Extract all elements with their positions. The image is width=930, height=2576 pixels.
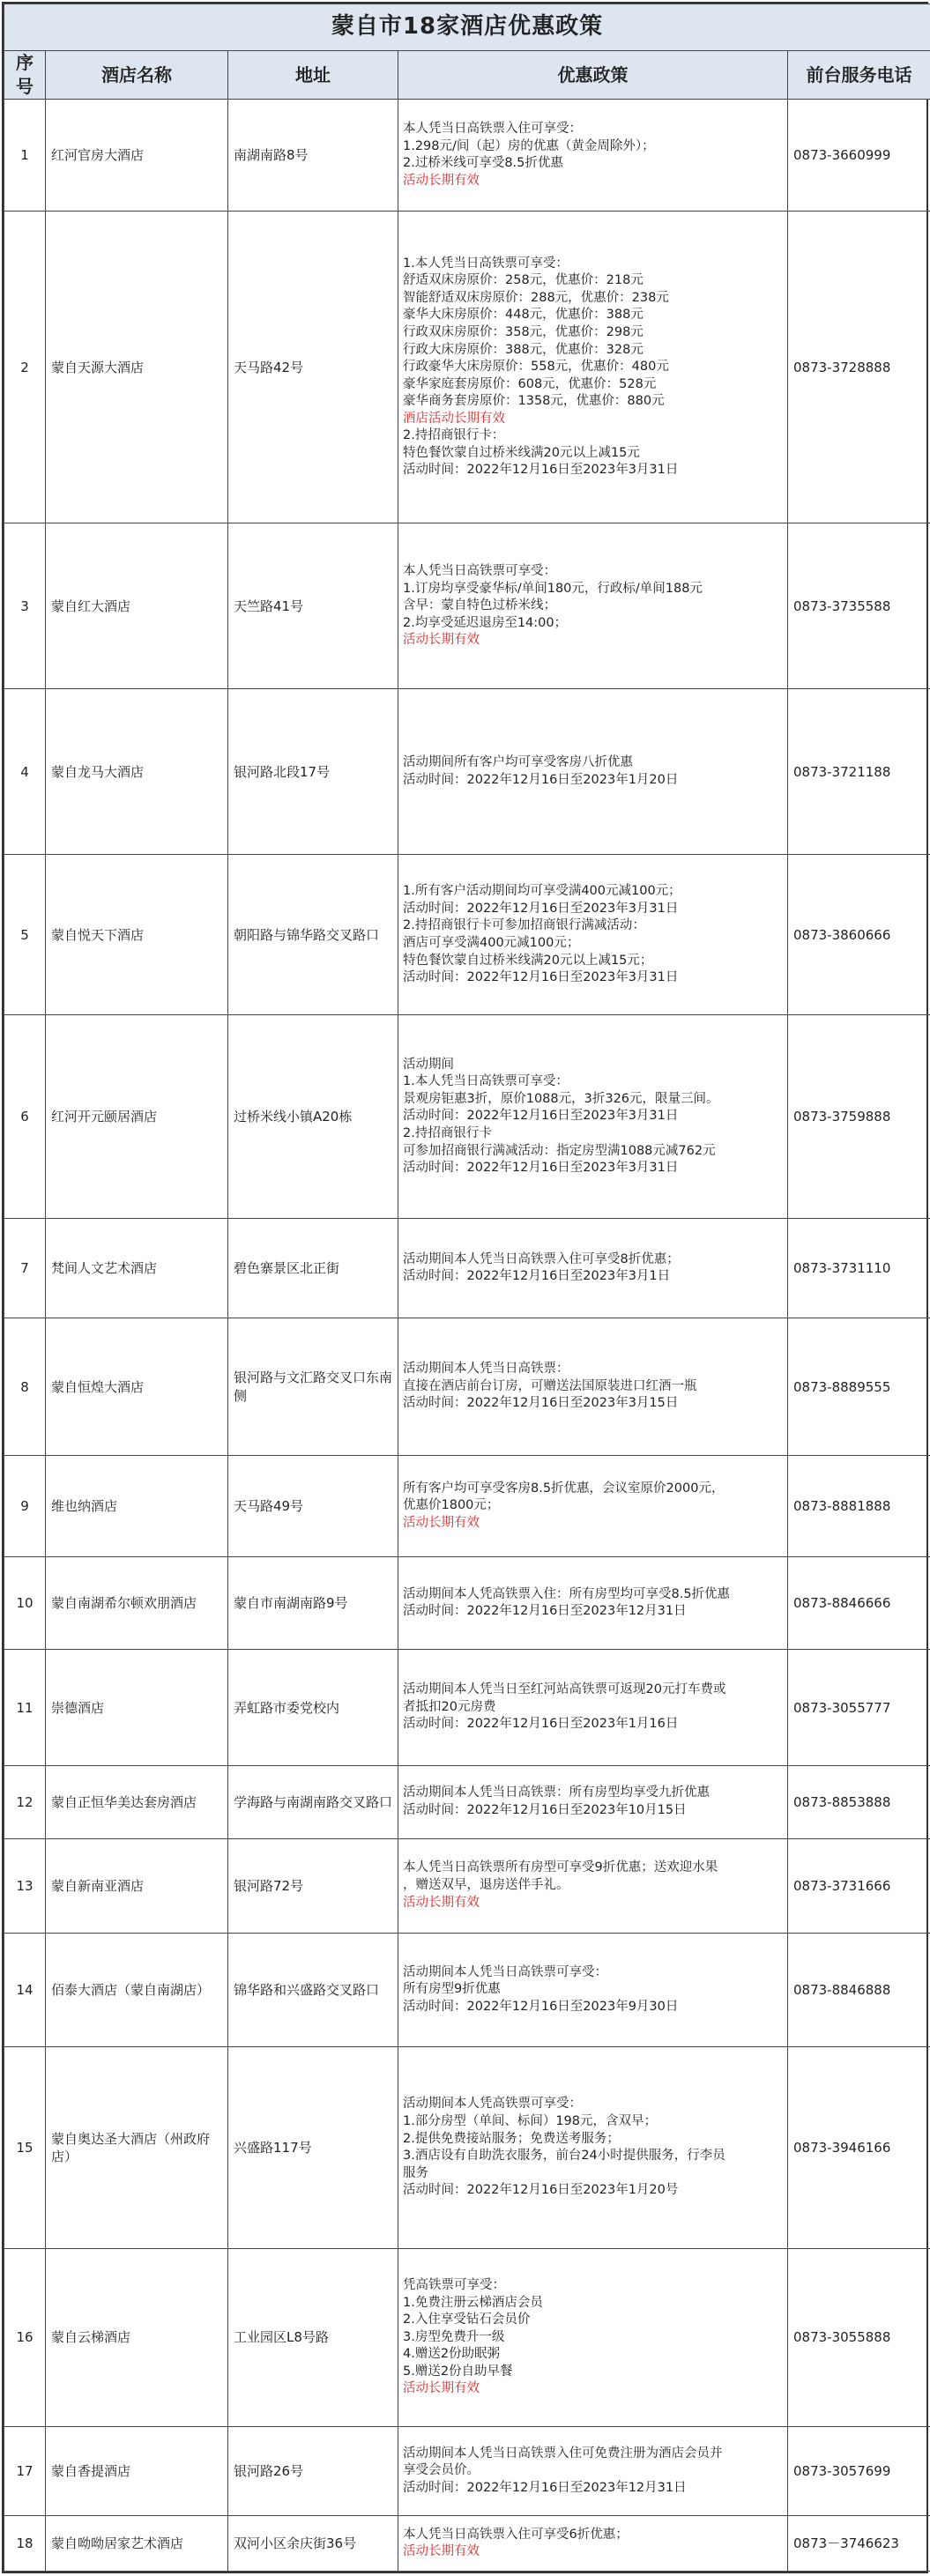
policy-line: 行政豪华大床房原价：558元，优惠价：480元 [403,360,669,375]
row-index: 14 [4,1933,46,2046]
header-policy: 优惠政策 [398,51,788,100]
policy-line: 活动期间本人凭当日高铁票可享受： [403,1964,607,1979]
policy-line: 活动期间本人凭当日高铁票入住可享受8折优惠； [403,1251,680,1266]
table-row [4,2516,930,2572]
hotel-address: 天竺路41号 [228,523,398,689]
hotel-name: 蒙自天源大酒店 [46,212,228,523]
front-desk-phone: 0873-8881888 [788,1455,930,1556]
policy-cell [398,1015,788,1219]
policy-cell [398,100,788,212]
policy-cell [398,1933,788,2046]
front-desk-phone: 0873-3721188 [788,689,930,855]
hotel-name: 红河官房大酒店 [46,100,228,212]
policy-cell [398,523,788,689]
hotel-address: 银河路北段17号 [228,689,398,855]
validity-note: 活动长期有效 [403,173,480,188]
policy-line: 所有客户均可享受客房8.5折优惠，会议室原价2000元， [403,1481,725,1496]
policy-line: 活动期间本人凭高铁票入住：所有房型均可享受8.5折优惠 [403,1586,731,1601]
policy-cell [398,1765,788,1838]
front-desk-phone: 0873-3860666 [788,855,930,1015]
policy-line: 含早：蒙自特色过桥米线； [403,598,556,613]
policy-sheet [2,2,928,2573]
row-index: 2 [4,212,46,523]
policy-line: 2.过桥米线可享受8.5折优惠 [403,156,563,171]
policy-line: 本人凭当日高铁票可享受： [403,563,556,578]
hotel-name: 佰泰大酒店（蒙自南湖店） [46,1933,228,2046]
policy-line: 活动时间：2022年12月16日至2023年3月1日 [403,1269,671,1284]
policy-cell [398,689,788,855]
table-row [4,689,930,855]
policy-cell [398,1650,788,1765]
policy-line: 行政大床房原价：388元，优惠价：328元 [403,342,644,357]
policy-line: 舒适双床房原价：258元，优惠价：218元 [403,273,644,288]
policy-line: 享受会员价。 [403,2463,480,2478]
hotel-policy-table [4,4,930,2572]
row-index: 8 [4,1318,46,1456]
policy-line: 者抵扣20元房费 [403,1699,496,1714]
row-index: 18 [4,2516,46,2572]
policy-line: 2.持招商银行卡： [403,428,505,443]
hotel-address: 南湖南路8号 [228,100,398,212]
row-index: 3 [4,523,46,689]
table-row [4,1557,930,1650]
hotel-name: 维也纳酒店 [46,1455,228,1556]
policy-cell [398,1455,788,1556]
policy-line: 活动时间：2022年12月16日至2023年1月16日 [403,1717,679,1732]
policy-cell [398,855,788,1015]
row-index: 17 [4,2427,46,2516]
front-desk-phone: 0873－3746623 [788,2516,930,2572]
front-desk-phone: 0873-3055777 [788,1650,930,1765]
policy-line: 所有房型9折优惠 [403,1982,501,1997]
row-index: 15 [4,2047,46,2249]
policy-line: 酒店可享受满400元减100元； [403,935,580,950]
policy-line: 活动时间：2022年12月16日至2023年3月31日 [403,1161,679,1176]
front-desk-phone: 0873-3946166 [788,2047,930,2249]
policy-line: 3.房型免费升一级 [403,2329,505,2344]
policy-line: 直接在酒店前台订房，可赠送法国原装进口红酒一瓶 [403,1378,697,1393]
policy-line: 活动时间：2022年12月16日至2023年9月30日 [403,1999,679,2014]
table-row [4,212,930,523]
front-desk-phone: 0873-3728888 [788,212,930,523]
row-index: 7 [4,1219,46,1318]
policy-line: 2.持招商银行卡 [403,1126,492,1141]
policy-line: 活动时间：2022年12月16日至2023年1月20日 [403,772,679,787]
policy-cell [398,1219,788,1318]
hotel-name: 蒙自红大酒店 [46,523,228,689]
hotel-name: 蒙自悦天下酒店 [46,855,228,1015]
policy-line: 2.均享受延迟退房至14:00； [403,615,568,630]
hotel-name: 蒙自呦呦居家艺术酒店 [46,2516,228,2572]
policy-line: 智能舒适双床房原价：288元，优惠价：238元 [403,290,669,305]
front-desk-phone: 0873-3759888 [788,1015,930,1219]
table-row [4,1838,930,1933]
policy-line: 活动时间：2022年12月16日至2023年10月15日 [403,1802,687,1817]
hotel-name: 蒙自正恒华美达套房酒店 [46,1765,228,1838]
policy-line: 豪华大床房原价：448元，优惠价：388元 [403,308,644,323]
hotel-address: 朝阳路与锦华路交叉路口 [228,855,398,1015]
policy-line: 2.持招商银行卡可参加招商银行满减活动： [403,918,645,933]
validity-note: 活动长期有效 [403,1515,480,1530]
policy-line: 可参加招商银行满减活动：指定房型满1088元减762元 [403,1143,716,1158]
policy-cell [398,2047,788,2249]
policy-line: 活动时间：2022年12月16日至2023年3月31日 [403,1109,679,1124]
row-index: 9 [4,1455,46,1556]
policy-line: 行政双床房原价：358元，优惠价：298元 [403,324,644,339]
validity-note: 活动长期有效 [403,2544,480,2559]
validity-note: 活动长期有效 [403,633,480,648]
hotel-address: 银河路与文汇路交叉口东南侧 [228,1318,398,1456]
hotel-address: 银河路26号 [228,2427,398,2516]
header-address: 地址 [228,51,398,100]
policy-line: 豪华商务套房原价：1358元，优惠价：880元 [403,394,665,409]
table-row [4,1933,930,2046]
policy-line: 1.所有客户活动期间均可享受满400元减100元； [403,884,681,899]
row-index: 6 [4,1015,46,1219]
hotel-address: 双河小区余庆街36号 [228,2516,398,2572]
policy-cell [398,1318,788,1456]
row-index: 12 [4,1765,46,1838]
hotel-name: 红河开元颐居酒店 [46,1015,228,1219]
policy-cell [398,1838,788,1933]
front-desk-phone: 0873-8846888 [788,1933,930,2046]
hotel-address: 兴盛路117号 [228,2047,398,2249]
policy-line: 1.本人凭当日高铁票可享受： [403,256,569,271]
policy-line: 活动期间本人凭当日高铁票： [403,1362,569,1377]
table-row [4,1015,930,1219]
header-hotel-name: 酒店名称 [46,51,228,100]
front-desk-phone: 0873-3731110 [788,1219,930,1318]
front-desk-phone: 0873-3731666 [788,1838,930,1933]
policy-line: 活动期间本人凭当日高铁票入住可免费注册为酒店会员并 [403,2446,723,2461]
row-index: 11 [4,1650,46,1765]
validity-note: 酒店活动长期有效 [403,411,505,426]
table-row [4,2047,930,2249]
policy-line: 特色餐饮蒙自过桥米线满20元以上减15元； [403,953,653,968]
policy-cell [398,2427,788,2516]
hotel-address: 碧色寨景区北正街 [228,1219,398,1318]
table-body [4,100,930,2572]
table-row [4,523,930,689]
table-row [4,1765,930,1838]
policy-line: 活动时间：2022年12月16日至2023年12月31日 [403,2480,687,2495]
table-row [4,1650,930,1765]
header-index: 序号 [4,51,46,100]
front-desk-phone: 0873-3735588 [788,523,930,689]
row-index: 10 [4,1557,46,1650]
hotel-address: 天马路49号 [228,1455,398,1556]
policy-line: 1.本人凭当日高铁票可享受： [403,1074,569,1089]
hotel-name: 蒙自南湖希尔顿欢朋酒店 [46,1557,228,1650]
hotel-name: 蒙自云梯酒店 [46,2248,228,2426]
policy-line: 景观房钜惠3折，原价1088元，3折326元，限量三间。 [403,1091,719,1106]
hotel-address: 工业园区L8号路 [228,2248,398,2426]
table-row [4,100,930,212]
policy-line: 3.酒店设有自助洗衣服务，前台24小时提供服务，行李员 [403,2149,725,2164]
table-row [4,1455,930,1556]
policy-line: 活动期间 [403,1057,454,1072]
front-desk-phone: 0873-3055888 [788,2248,930,2426]
row-index: 5 [4,855,46,1015]
policy-line: 2.入住享受钻石会员价 [403,2312,531,2327]
policy-line: 活动时间：2022年12月16日至2023年3月31日 [403,463,679,478]
policy-line: 本人凭当日高铁票入住可享受6折优惠； [403,2527,629,2542]
policy-line: 1.免费注册云梯酒店会员 [403,2295,543,2310]
hotel-name: 蒙自龙马大酒店 [46,689,228,855]
policy-cell [398,2248,788,2426]
policy-line: 本人凭当日高铁票入住可享受： [403,122,582,137]
page-title: 蒙自市18家酒店优惠政策 [4,4,930,51]
policy-line: 本人凭当日高铁票所有房型可享受9折优惠；送欢迎水果 [403,1860,718,1875]
front-desk-phone: 0873-8889555 [788,1318,930,1456]
front-desk-phone: 0873-3660999 [788,100,930,212]
hotel-address: 蒙自市南湖南路9号 [228,1557,398,1650]
hotel-name: 蒙自奥达圣大酒店（州政府店） [46,2047,228,2249]
hotel-name: 蒙自香提酒店 [46,2427,228,2516]
hotel-name: 崇德酒店 [46,1650,228,1765]
policy-line: 活动期间本人凭当日高铁票：所有房型均享受九折优惠 [403,1785,710,1800]
row-index: 1 [4,100,46,212]
hotel-address: 锦华路和兴盛路交叉路口 [228,1933,398,2046]
policy-line: 活动时间：2022年12月16日至2023年1月20号 [403,2183,679,2198]
hotel-name: 蒙自恒煌大酒店 [46,1318,228,1456]
hotel-name: 梵间人文艺术酒店 [46,1219,228,1318]
row-index: 4 [4,689,46,855]
table-row [4,2427,930,2516]
policy-line: 4.赠送2份助眠粥 [403,2347,501,2362]
policy-line: 1.部分房型（单间、标间）198元，含双早； [403,2113,658,2128]
policy-line: 活动期间本人凭当日至红河站高铁票可返现20元打车费或 [403,1682,726,1697]
validity-note: 活动长期有效 [403,1895,480,1910]
policy-line: 优惠价1800元； [403,1498,500,1513]
policy-cell [398,1557,788,1650]
policy-line: 2.提供免费接站服务；免费送考服务； [403,2131,620,2146]
policy-line: 活动期间所有客户均可享受客房八折优惠 [403,755,633,770]
policy-cell [398,212,788,523]
hotel-name: 蒙自新南亚酒店 [46,1838,228,1933]
hotel-address: 学海路与南湖南路交叉路口 [228,1765,398,1838]
hotel-address: 过桥米线小镇A20栋 [228,1015,398,1219]
table-row [4,1318,930,1456]
header-phone: 前台服务电话 [788,51,930,100]
policy-line: 活动期间本人凭高铁票可享受： [403,2097,582,2112]
policy-line: 服务 [403,2165,428,2180]
policy-line: 活动时间：2022年12月16日至2023年3月31日 [403,970,679,985]
table-row [4,855,930,1015]
policy-line: 活动时间：2022年12月16日至2023年3月31日 [403,901,679,916]
policy-line: 活动时间：2022年12月16日至2023年12月31日 [403,1604,687,1619]
policy-line: 活动时间：2022年12月16日至2023年3月15日 [403,1396,679,1411]
table-row [4,1219,930,1318]
hotel-address: 弄虹路市委党校内 [228,1650,398,1765]
policy-line: 特色餐饮蒙自过桥米线满20元以上减15元 [403,445,640,460]
front-desk-phone: 0873-8846666 [788,1557,930,1650]
front-desk-phone: 0873-8853888 [788,1765,930,1838]
table-row [4,2248,930,2426]
policy-line: 1.298元/间（起）房的优惠（黄金周除外）； [403,138,655,153]
policy-line: 1.订房均享受豪华标/单间180元，行政标/单间188元 [403,581,703,596]
hotel-address: 银河路72号 [228,1838,398,1933]
row-index: 16 [4,2248,46,2426]
row-index: 13 [4,1838,46,1933]
validity-note: 活动长期有效 [403,2381,480,2396]
policy-line: ，赠送双早，退房送伴手礼。 [403,1878,569,1893]
policy-line: 豪华家庭套房原价：608元，优惠价：528元 [403,376,657,391]
hotel-address: 天马路42号 [228,212,398,523]
front-desk-phone: 0873-3057699 [788,2427,930,2516]
policy-cell [398,2516,788,2572]
policy-line: 凭高铁票可享受： [403,2278,505,2292]
policy-line: 5.赠送2份自助早餐 [403,2364,513,2379]
